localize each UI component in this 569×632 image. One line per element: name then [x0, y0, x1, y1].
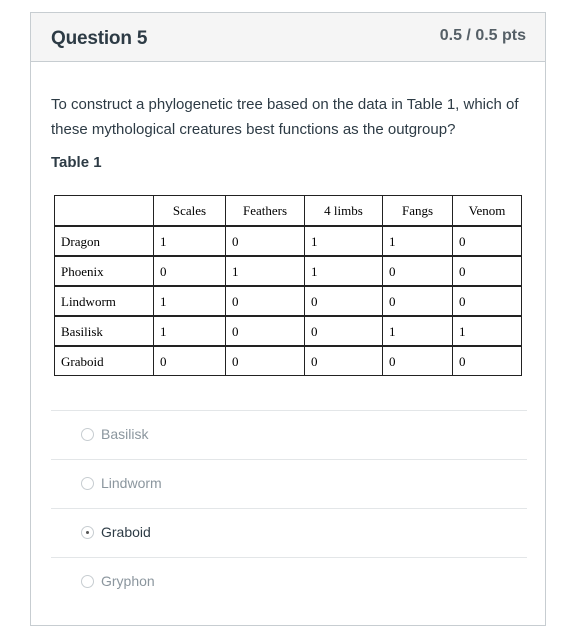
table-cell: 1 [154, 316, 226, 346]
table-cell: 0 [453, 286, 522, 316]
answer-label[interactable]: Lindworm [101, 475, 162, 491]
table-cell: 1 [383, 226, 453, 256]
question-title: Question 5 [51, 28, 148, 49]
table-row [55, 346, 522, 376]
table-cell: 1 [305, 256, 383, 286]
table-row [55, 226, 522, 256]
table-row [55, 256, 522, 286]
table-cell: Dragon [55, 226, 154, 256]
radio-button[interactable] [81, 575, 94, 588]
question-prompt: To construct a phylogenetic tree based on the data in Table 1, which of these mythological creatures best functions as the outgroup? [51, 96, 519, 138]
table-header-cell: Scales [154, 196, 226, 226]
table-cell: 0 [305, 346, 383, 376]
table-cell: 0 [154, 346, 226, 376]
table-cell: 1 [453, 316, 522, 346]
table-row [55, 316, 522, 346]
table-cell: 0 [226, 346, 305, 376]
answer-list [51, 410, 527, 606]
table-header-cell [55, 196, 154, 226]
data-table [54, 195, 522, 376]
table-cell: 0 [154, 256, 226, 286]
question-header [31, 13, 545, 62]
table-cell: 0 [226, 316, 305, 346]
table-cell: 0 [226, 226, 305, 256]
table-cell: 0 [383, 256, 453, 286]
answer-option[interactable] [51, 410, 527, 459]
table-cell: Lindworm [55, 286, 154, 316]
points-score: 0.5 / 0.5 pts [439, 27, 526, 44]
table-header-cell: Feathers [226, 196, 305, 226]
answer-label[interactable]: Basilisk [101, 426, 149, 442]
answer-label[interactable]: Graboid [101, 524, 151, 540]
table-cell: 1 [154, 286, 226, 316]
table-cell: 0 [226, 286, 305, 316]
table-cell: 0 [453, 346, 522, 376]
table-cell: 0 [453, 256, 522, 286]
table-cell: 0 [383, 346, 453, 376]
table-row [55, 286, 522, 316]
table-cell: 1 [154, 226, 226, 256]
table-cell: 0 [383, 286, 453, 316]
table-header-cell: Fangs [383, 196, 453, 226]
question-card [30, 12, 546, 626]
answer-option[interactable] [51, 459, 527, 508]
table-cell: 1 [383, 316, 453, 346]
table-cell: 1 [305, 226, 383, 256]
radio-button[interactable] [81, 477, 94, 490]
answer-option[interactable] [51, 557, 527, 606]
answer-label[interactable]: Gryphon [101, 573, 155, 589]
answer-option[interactable] [51, 508, 527, 557]
table-cell: 0 [305, 286, 383, 316]
table-cell: Graboid [55, 346, 154, 376]
table-title: Table 1 [51, 154, 102, 171]
table-cell: Phoenix [55, 256, 154, 286]
radio-button-selected[interactable] [81, 526, 94, 539]
table-cell: Basilisk [55, 316, 154, 346]
table-cell: 0 [453, 226, 522, 256]
table-cell: 0 [305, 316, 383, 346]
radio-button[interactable] [81, 428, 94, 441]
table-header-row [55, 196, 522, 226]
table-header-cell: 4 limbs [305, 196, 383, 226]
table-header-cell: Venom [453, 196, 522, 226]
table-cell: 1 [226, 256, 305, 286]
